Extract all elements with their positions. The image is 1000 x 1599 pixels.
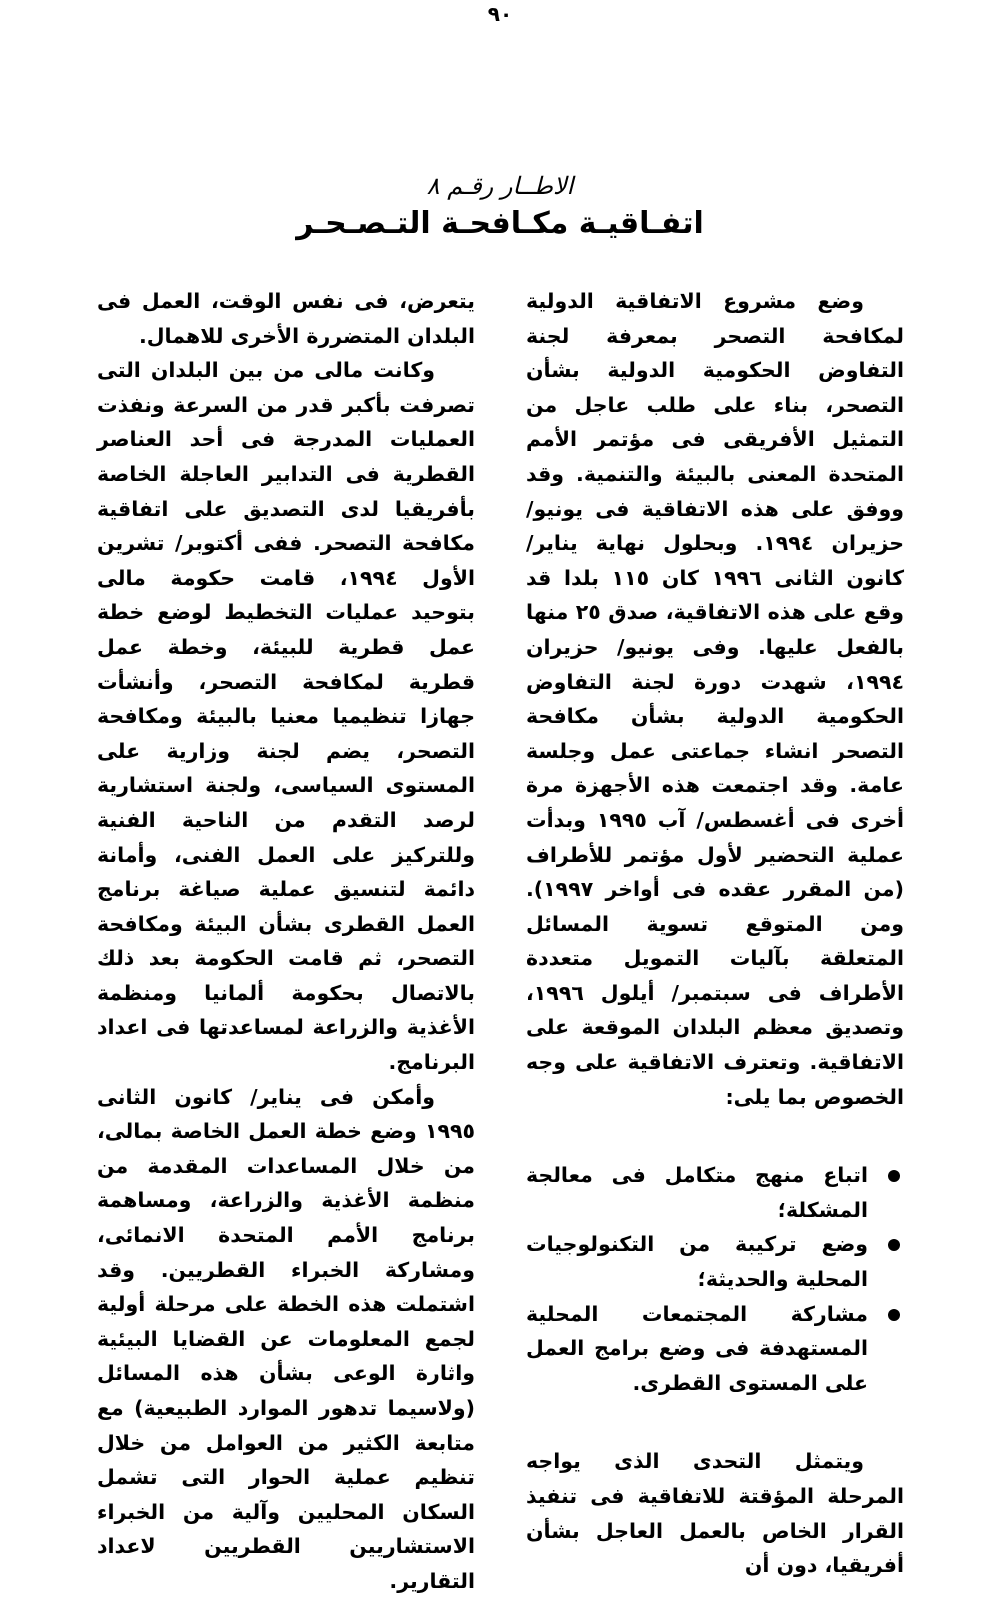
page-number: ٩٠ <box>487 2 513 26</box>
bullet-item <box>526 1297 904 1401</box>
bullet-text: مشاركة المجتمعات المحلية المستهدفة فى وضع برامج العمل على المستوى القطرى. <box>526 1301 868 1395</box>
bullet-item <box>526 1158 904 1227</box>
box-label: الاطــار رقـم ٨ <box>426 172 574 200</box>
body-paragraph: وكانت مالى من بين البلدان التى تصرفت بأكبر قدر من السرعة ونفذت العمليات المدرجة فى أحد العناصر القطرية فى التدابير العاجلة الخاصة بأفريقيا لدى التصديق على اتفاقية مكافحة التصحر. ففى أكتوبر/ تشرين الأول ١٩٩٤، قامت حكومة مالى بتوحيد عمليات التخطيط لوضع خطة عمل قطرية للبيئة، وخطة عمل قطرية لمكافحة التصحر، وأنشأت جهازا تنظيميا معنيا بالبيئة ومكافحة التصحر، يضم لجنة وزارية على المستوى السياسى، ولجنة استشارية لرصد التقدم من الناحية الفنية وللتركيز على العمل الفنى، وأمانة دائمة لتنسيق عملية صياغة برنامج العمل القطرى بشأن البيئة ومكافحة التصحر، ثم قامت الحكومة بعد ذلك بالاتصال بحكومة ألمانيا ومنظمة الأغذية والزراعة لمساعدتها فى اعداد البرنامج. <box>97 358 475 1075</box>
right-column <box>526 284 904 1583</box>
bullet-text: اتباع منهج متكامل فى معالجة المشكلة؛ <box>526 1163 868 1222</box>
left-column <box>97 284 475 1599</box>
box-title: اتفـاقيـة مكـافحـة التـصـحـر <box>296 206 704 241</box>
bullet-list <box>526 1158 904 1400</box>
body-paragraph: وأمكن فى يناير/ كانون الثانى ١٩٩٥ وضع خطة العمل الخاصة بمالى، من خلال المساعدات المقدمة من منظمة الأغذية والزراعة، ومساهمة برنامج الأمم المتحدة الانمائى، ومشاركة الخبراء القطريين. وقد اشتملت هذه الخطة على مرحلة أولية لجمع المعلومات عن القضايا البيئية واثارة الوعى بشأن هذه المسائل (ولاسيما تدهور الموارد الطبيعية) مع متابعة الكثير من العوامل من خلال تنظيم عملية الحوار التى تشمل السكان المحليين وآلية من الخبراء الاستشاريين القطريين لاعداد التقارير. <box>97 1084 475 1593</box>
bullet-item <box>526 1227 904 1296</box>
bullet-icon <box>888 1239 900 1251</box>
body-paragraph: يتعرض، فى نفس الوقت، العمل فى البلدان المتضررة الأخرى للاهمال. <box>97 289 475 348</box>
bullet-icon <box>888 1309 900 1321</box>
bullet-text: وضع تركيبة من التكنولوجيات المحلية والحديثة؛ <box>526 1232 868 1292</box>
body-paragraph: ويتمثل التحدى الذى يواجه المرحلة المؤقتة للاتفاقية فى تنفيذ القرار الخاص بالعمل العاجل بشأن أفريقيا، دون أن <box>526 1449 904 1578</box>
body-paragraph: وضع مشروع الاتفاقية الدولية لمكافحة التصحر بمعرفة لجنة التفاوض الحكومية الدولية بشأن التصحر، بناء على طلب عاجل من التمثيل الأفريقى فى مؤتمر الأمم المتحدة المعنى بالبيئة والتنمية. وقد ووفق على هذه الاتفاقية فى يونيو/ حزيران ١٩٩٤. وبحلول نهاية يناير/ كانون الثانى ١٩٩٦ كان ١١٥ بلدا قد وقع على هذه الاتفاقية، صدق ٢٥ منها بالفعل عليها. وفى يونيو/ حزيران ١٩٩٤، شهدت دورة لجنة التفاوض الحكومية الدولية بشأن مكافحة التصحر انشاء جماعتى عمل وجلسة عامة. وقد اجتمعت هذه الأجهزة مرة أخرى فى أغسطس/ آب ١٩٩٥ وبدأت عملية التحضير لأول مؤتمر للأطراف (من المقرر عقده فى أواخر ١٩٩٧). ومن المتوقع تسوية المسائل المتعلقة بآليات التمويل متعددة الأطراف فى سبتمبر/ أيلول ١٩٩٦، وتصديق معظم البلدان الموقعة على الاتفاقية. وتعترف الاتفاقية على وجه الخصوص بما يلى: <box>526 289 905 1109</box>
bullet-icon <box>888 1170 900 1182</box>
